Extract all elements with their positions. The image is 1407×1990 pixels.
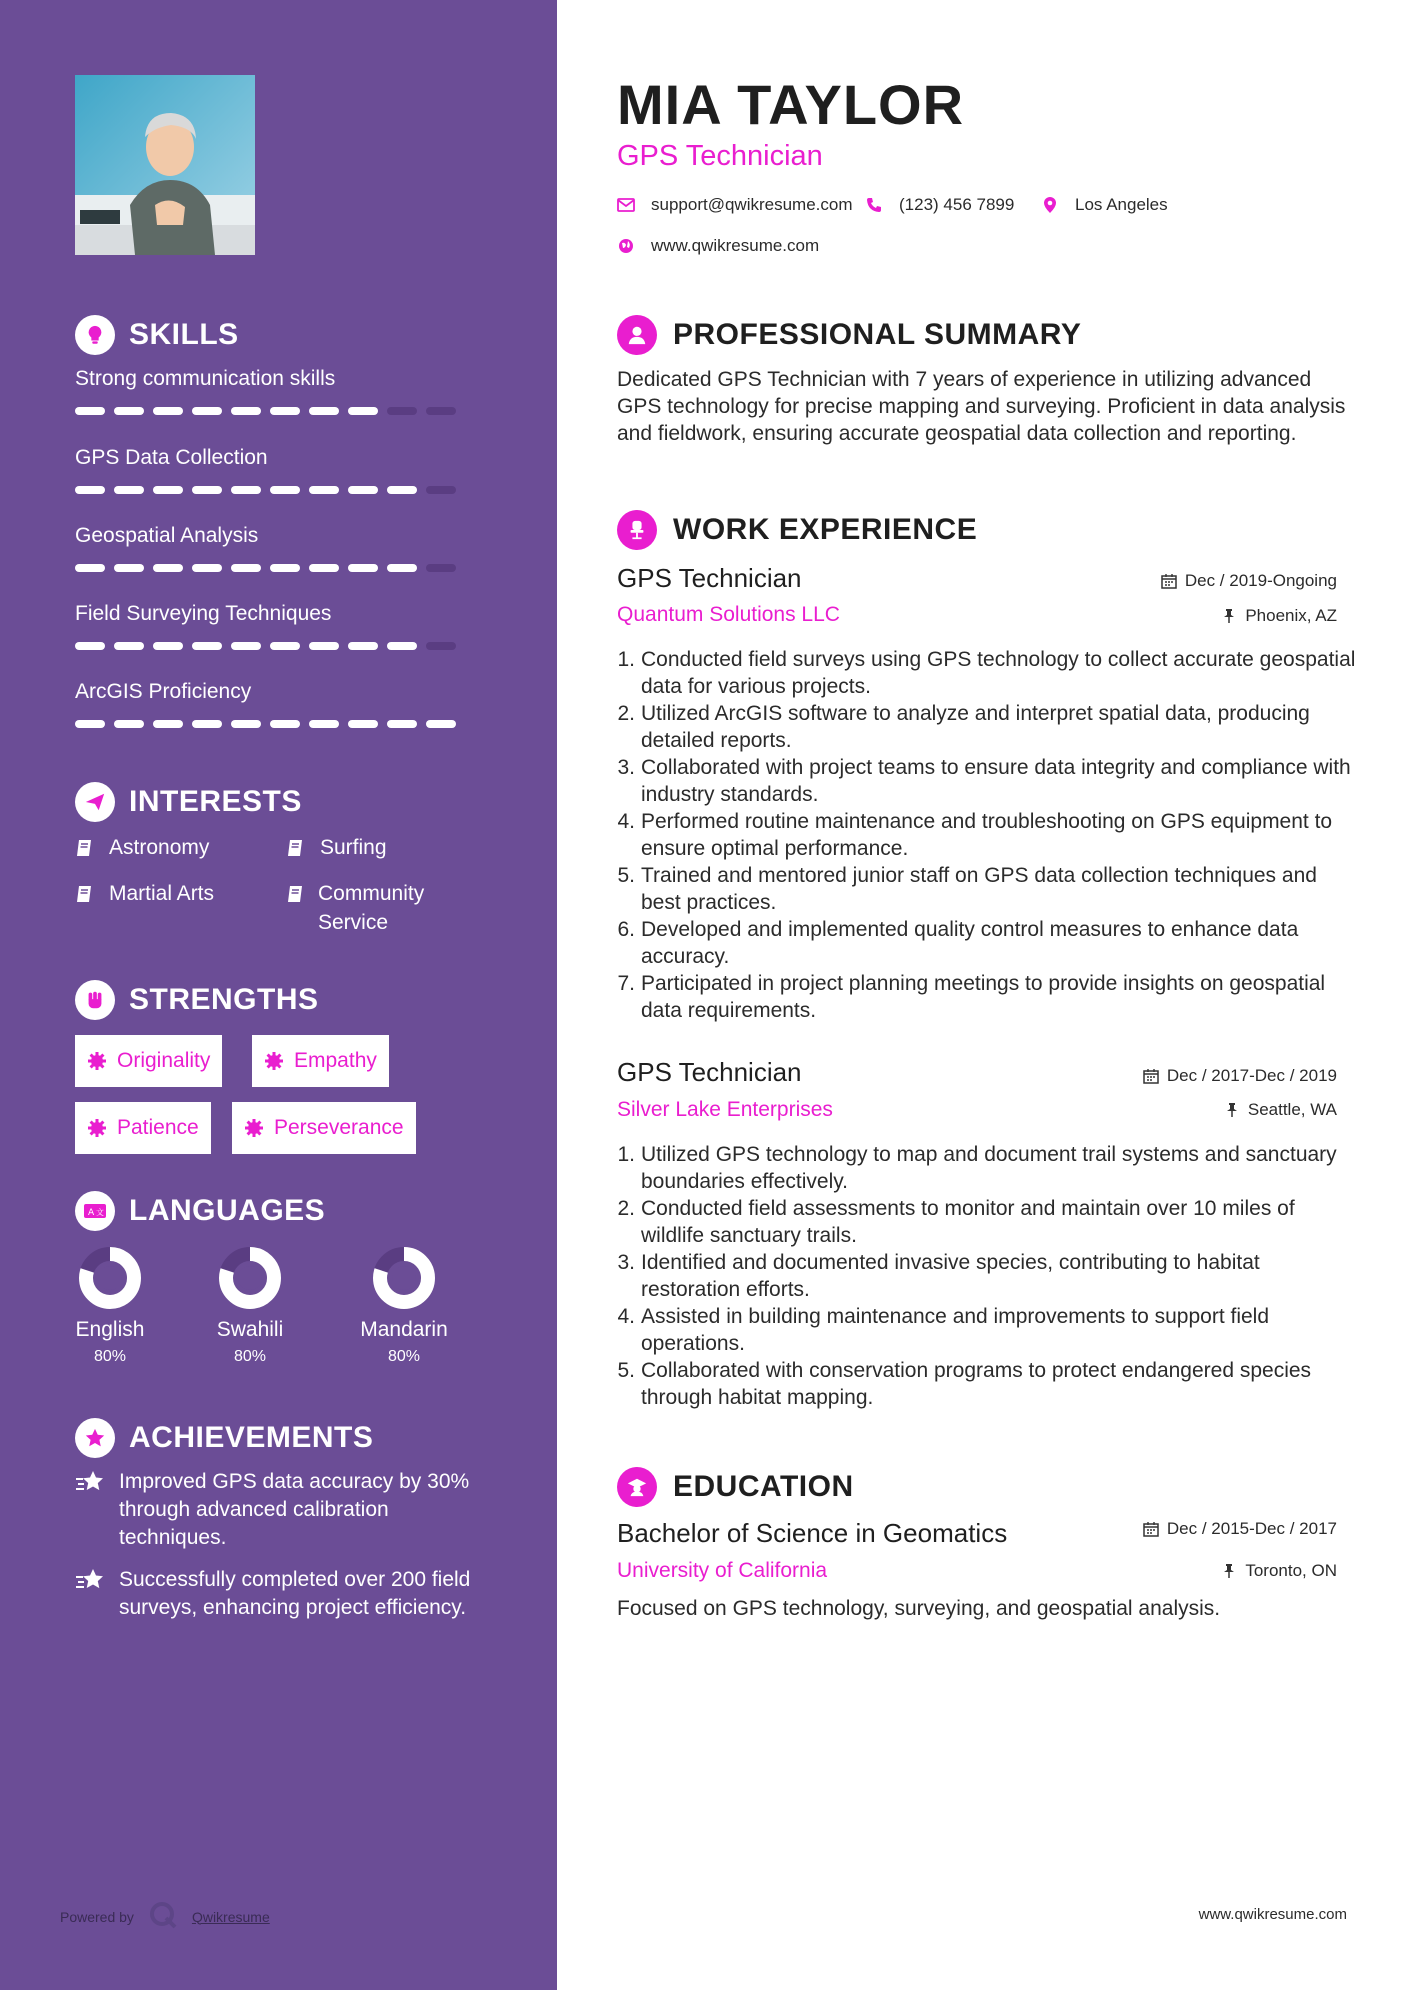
footer-website[interactable]: www.qwikresume.com (1198, 1906, 1347, 1923)
qwikresume-link[interactable]: Qwikresume (191, 1908, 270, 1925)
skill-dash (114, 642, 144, 650)
skill-dash (387, 486, 417, 494)
language-percent: 80% (387, 1348, 421, 1365)
skill-dash (114, 720, 144, 728)
language-item (40, 1246, 180, 1366)
gear-icon (264, 1051, 284, 1071)
company-name: Silver Lake Enterprises (617, 1098, 833, 1121)
strength-label: Patience (117, 1116, 199, 1139)
pushpin-icon (1221, 1563, 1237, 1579)
job-duties-list (609, 646, 1359, 1024)
skill-dash (426, 720, 456, 728)
skill-dash (309, 407, 339, 415)
language-name: English (75, 1318, 145, 1341)
strength-label: Empathy (294, 1049, 377, 1072)
skill-dash (426, 486, 456, 494)
job-duties-list (609, 1141, 1359, 1411)
book-icon (75, 833, 97, 862)
main-content (557, 0, 1407, 1990)
skill-dash (75, 642, 105, 650)
skill-dash (387, 642, 417, 650)
duty-item: 4. Performed routine maintenance and troubleshooting on GPS equipment to ensure optimal performance. (609, 808, 1359, 862)
skill-item (75, 602, 475, 626)
duty-text: Collaborated with project teams to ensure data integrity and compliance with industry standards. (641, 756, 1351, 806)
qwikresume-logo-icon (148, 1900, 178, 1933)
interest-label: Community Service (318, 882, 425, 934)
email-text[interactable]: support@qwikresume.com (651, 195, 853, 214)
skill-dash (309, 642, 339, 650)
languages-title: LANGUAGES (129, 1194, 326, 1227)
company-name: Quantum Solutions LLC (617, 603, 840, 626)
skill-dash (426, 407, 456, 415)
skill-dash (387, 407, 417, 415)
skill-dash (192, 486, 222, 494)
skill-name: Field Surveying Techniques (75, 602, 332, 625)
duty-text: Trained and mentored junior staff on GPS data collection techniques and best practices. (641, 864, 1317, 914)
skill-item (75, 524, 475, 548)
skill-level-bar (75, 720, 456, 728)
skill-dash (75, 720, 105, 728)
skill-dash (348, 564, 378, 572)
star-icon (75, 1568, 107, 1596)
skills-heading (75, 315, 239, 355)
skill-dash (426, 642, 456, 650)
language-percent: 80% (233, 1348, 267, 1365)
interest-item (286, 879, 425, 937)
duty-text: Developed and implemented quality control measures to enhance data accuracy. (641, 918, 1299, 968)
language-name: Swahili (216, 1318, 284, 1341)
achievement-item (75, 1566, 495, 1622)
skill-dash (348, 407, 378, 415)
duty-item: 3. Collaborated with project teams to ensure data integrity and compliance with industry standards. (609, 754, 1359, 808)
skill-dash (114, 486, 144, 494)
book-icon (75, 879, 97, 908)
interest-label: Martial Arts (109, 882, 215, 905)
location-text: Toronto, ON (1245, 1561, 1337, 1580)
candidate-role: GPS Technician (617, 140, 823, 172)
skill-level-bar (75, 486, 456, 494)
powered-by-label: Powered by (60, 1908, 134, 1925)
duty-text: Conducted field surveys using GPS technology to collect accurate geospatial data for various projects. (641, 648, 1356, 698)
duty-item: 5. Collaborated with conservation programs to protect endangered species through habitat mapping. (609, 1357, 1359, 1411)
skill-item (75, 367, 475, 391)
summary-text: Dedicated GPS Technician with 7 years of experience in utilizing advanced GPS technology for precise mapping and surveying. Proficient in data analysis and fieldwork, ensuring accurate geospatial data collection and reporting. (617, 368, 1346, 445)
education-location (1221, 1561, 1337, 1581)
calendar-icon (1143, 1068, 1159, 1084)
skill-dash (309, 486, 339, 494)
skill-dash (270, 407, 300, 415)
profile-photo (75, 75, 255, 255)
duty-text: Participated in project planning meetings to provide insights on geospatial data requirements. (641, 972, 1326, 1022)
strengths-title: STRENGTHS (129, 983, 319, 1016)
gear-icon (87, 1051, 107, 1071)
skill-level-bar (75, 407, 456, 415)
language-item (180, 1246, 320, 1366)
language-item (334, 1246, 474, 1366)
pushpin-icon (1221, 608, 1237, 624)
skill-dash (270, 486, 300, 494)
skill-dash (348, 486, 378, 494)
skill-dash (153, 720, 183, 728)
interest-item (75, 879, 214, 908)
skill-dash (231, 720, 261, 728)
skill-dash (114, 564, 144, 572)
skill-dash (387, 720, 417, 728)
skill-dash (75, 407, 105, 415)
strength-tag (75, 1102, 211, 1154)
powered-by (60, 1900, 270, 1933)
skill-dash (348, 720, 378, 728)
strength-tag (232, 1102, 416, 1154)
skill-item (75, 446, 475, 470)
svg-text:文: 文 (96, 1208, 104, 1217)
job-location (1224, 1100, 1337, 1120)
skill-level-bar (75, 564, 456, 572)
dates-text: Dec / 2015-Dec / 2017 (1166, 1519, 1337, 1538)
skill-dash (309, 720, 339, 728)
skill-name: Strong communication skills (75, 367, 336, 390)
skill-dash (75, 564, 105, 572)
skill-dash (192, 642, 222, 650)
book-icon (286, 879, 306, 908)
summary-title: PROFESSIONAL SUMMARY (673, 318, 1082, 351)
skill-dash (270, 720, 300, 728)
contact-website (617, 236, 819, 256)
experience-title: WORK EXPERIENCE (673, 513, 978, 546)
interest-label: Surfing (320, 836, 387, 859)
contact-email (617, 195, 853, 215)
skill-dash (231, 564, 261, 572)
duty-text: Utilized ArcGIS software to analyze and interpret spatial data, producing detailed reports. (641, 702, 1310, 752)
skill-dash (426, 564, 456, 572)
candidate-name: MIA TAYLOR (617, 73, 965, 136)
languages-heading (75, 1191, 325, 1231)
skill-dash (270, 642, 300, 650)
contact-phone (865, 195, 1014, 215)
achievement-item (75, 1468, 495, 1552)
skill-name: GPS Data Collection (75, 446, 268, 469)
skill-name: Geospatial Analysis (75, 524, 259, 547)
skill-dash (153, 407, 183, 415)
duty-item: 1. Conducted field surveys using GPS technology to collect accurate geospatial data for various projects. (609, 646, 1359, 700)
duty-item: 6. Developed and implemented quality control measures to enhance data accuracy. (609, 916, 1359, 970)
skill-item (75, 680, 475, 704)
skill-dash (153, 642, 183, 650)
calendar-icon (1161, 573, 1177, 589)
strength-tag (75, 1035, 222, 1087)
job-title: GPS Technician (617, 563, 802, 593)
location-text: Seattle, WA (1247, 1100, 1337, 1119)
skill-dash (75, 486, 105, 494)
svg-text:A: A (88, 1208, 95, 1218)
interests-heading (75, 782, 302, 822)
strengths-heading (75, 980, 319, 1020)
skills-title: SKILLS (129, 318, 239, 351)
skill-dash (153, 486, 183, 494)
paper-plane-icon (75, 782, 115, 822)
phone-text[interactable]: (123) 456 7899 (899, 195, 1015, 214)
duty-text: Performed routine maintenance and troubleshooting on GPS equipment to ensure optimal performance. (641, 810, 1333, 860)
skill-dash (192, 564, 222, 572)
summary-heading (617, 315, 1081, 355)
language-name: Mandarin (360, 1318, 448, 1341)
contact-location (1041, 195, 1168, 215)
duty-item: 5. Trained and mentored junior staff on GPS data collection techniques and best practices. (609, 862, 1359, 916)
globe-icon (617, 237, 635, 255)
website-text[interactable]: www.qwikresume.com (651, 236, 820, 255)
duty-item: 2. Conducted field assessments to monitor and maintain over 10 miles of wildlife sanctuary trails. (609, 1195, 1359, 1249)
skill-dash (270, 564, 300, 572)
interest-label: Astronomy (109, 836, 210, 859)
experience-heading (617, 510, 977, 550)
phone-icon (865, 196, 883, 214)
education-description: Focused on GPS technology, surveying, and geospatial analysis. (617, 1597, 1221, 1620)
job-dates (1161, 571, 1337, 591)
gear-icon (87, 1118, 107, 1138)
job-title: GPS Technician (617, 1057, 802, 1087)
office-chair-icon (617, 510, 657, 550)
achievements-title: ACHIEVEMENTS (129, 1421, 374, 1454)
duty-text: Collaborated with conservation programs to protect endangered species through habitat mapping. (641, 1359, 1312, 1409)
skill-dash (231, 407, 261, 415)
job-dates (1143, 1066, 1337, 1086)
map-pin-icon (1041, 196, 1059, 214)
interest-item (286, 833, 387, 862)
degree-title: Bachelor of Science in Geomatics (617, 1518, 1008, 1548)
skill-dash (309, 564, 339, 572)
strength-label: Originality (117, 1049, 211, 1072)
star-icon (75, 1470, 107, 1498)
interest-item (75, 833, 209, 862)
graduate-icon (617, 1467, 657, 1507)
education-heading (617, 1467, 854, 1507)
language-level-ring (218, 1246, 282, 1310)
skill-dash (114, 407, 144, 415)
language-level-ring (372, 1246, 436, 1310)
duty-item: 1. Utilized GPS technology to map and document trail systems and sanctuary boundaries effectively. (609, 1141, 1359, 1195)
user-icon (617, 315, 657, 355)
dates-text: Dec / 2019-Ongoing (1184, 571, 1337, 590)
achievements-heading (75, 1418, 373, 1458)
sidebar (0, 0, 557, 1990)
school-name: University of California (617, 1559, 828, 1582)
translate-icon (75, 1191, 115, 1231)
language-level-ring (78, 1246, 142, 1310)
job-location (1221, 606, 1337, 626)
language-percent: 80% (93, 1348, 127, 1365)
duty-text: Assisted in building maintenance and improvements to support field operations. (641, 1305, 1270, 1355)
lightbulb-icon (75, 315, 115, 355)
gear-icon (244, 1118, 264, 1138)
duty-item: 2. Utilized ArcGIS software to analyze and interpret spatial data, producing detailed reports. (609, 700, 1359, 754)
duty-text: Identified and documented invasive species, contributing to habitat restoration efforts. (641, 1251, 1260, 1301)
skill-name: ArcGIS Proficiency (75, 680, 252, 703)
duty-item: 4. Assisted in building maintenance and improvements to support field operations. (609, 1303, 1359, 1357)
envelope-icon (617, 196, 635, 214)
location-text: Los Angeles (1075, 195, 1168, 214)
duty-text: Conducted field assessments to monitor and maintain over 10 miles of wildlife sanctuary trails. (641, 1197, 1295, 1247)
skill-dash (192, 720, 222, 728)
skill-dash (348, 642, 378, 650)
education-title: EDUCATION (673, 1470, 854, 1503)
strength-label: Perseverance (274, 1116, 404, 1139)
interests-title: INTERESTS (129, 785, 302, 818)
strength-tag (252, 1035, 389, 1087)
star-badge-icon (75, 1418, 115, 1458)
fist-icon (75, 980, 115, 1020)
book-icon (286, 833, 308, 862)
dates-text: Dec / 2017-Dec / 2019 (1166, 1066, 1337, 1085)
calendar-icon (1143, 1521, 1159, 1537)
skill-dash (387, 564, 417, 572)
pushpin-icon (1224, 1102, 1240, 1118)
education-dates (1143, 1519, 1337, 1539)
skill-dash (231, 486, 261, 494)
skill-dash (192, 407, 222, 415)
achievement-text: Improved GPS data accuracy by 30% through advanced calibration techniques. (119, 1470, 470, 1549)
duty-item: 3. Identified and documented invasive species, contributing to habitat restoration efforts. (609, 1249, 1359, 1303)
duty-item: 7. Participated in project planning meetings to provide insights on geospatial data requirements. (609, 970, 1359, 1024)
skill-dash (153, 564, 183, 572)
duty-text: Utilized GPS technology to map and document trail systems and sanctuary boundaries effectively. (641, 1143, 1337, 1193)
skill-level-bar (75, 642, 456, 650)
location-text: Phoenix, AZ (1245, 606, 1337, 625)
skill-dash (231, 642, 261, 650)
achievement-text: Successfully completed over 200 field surveys, enhancing project efficiency. (119, 1568, 471, 1619)
